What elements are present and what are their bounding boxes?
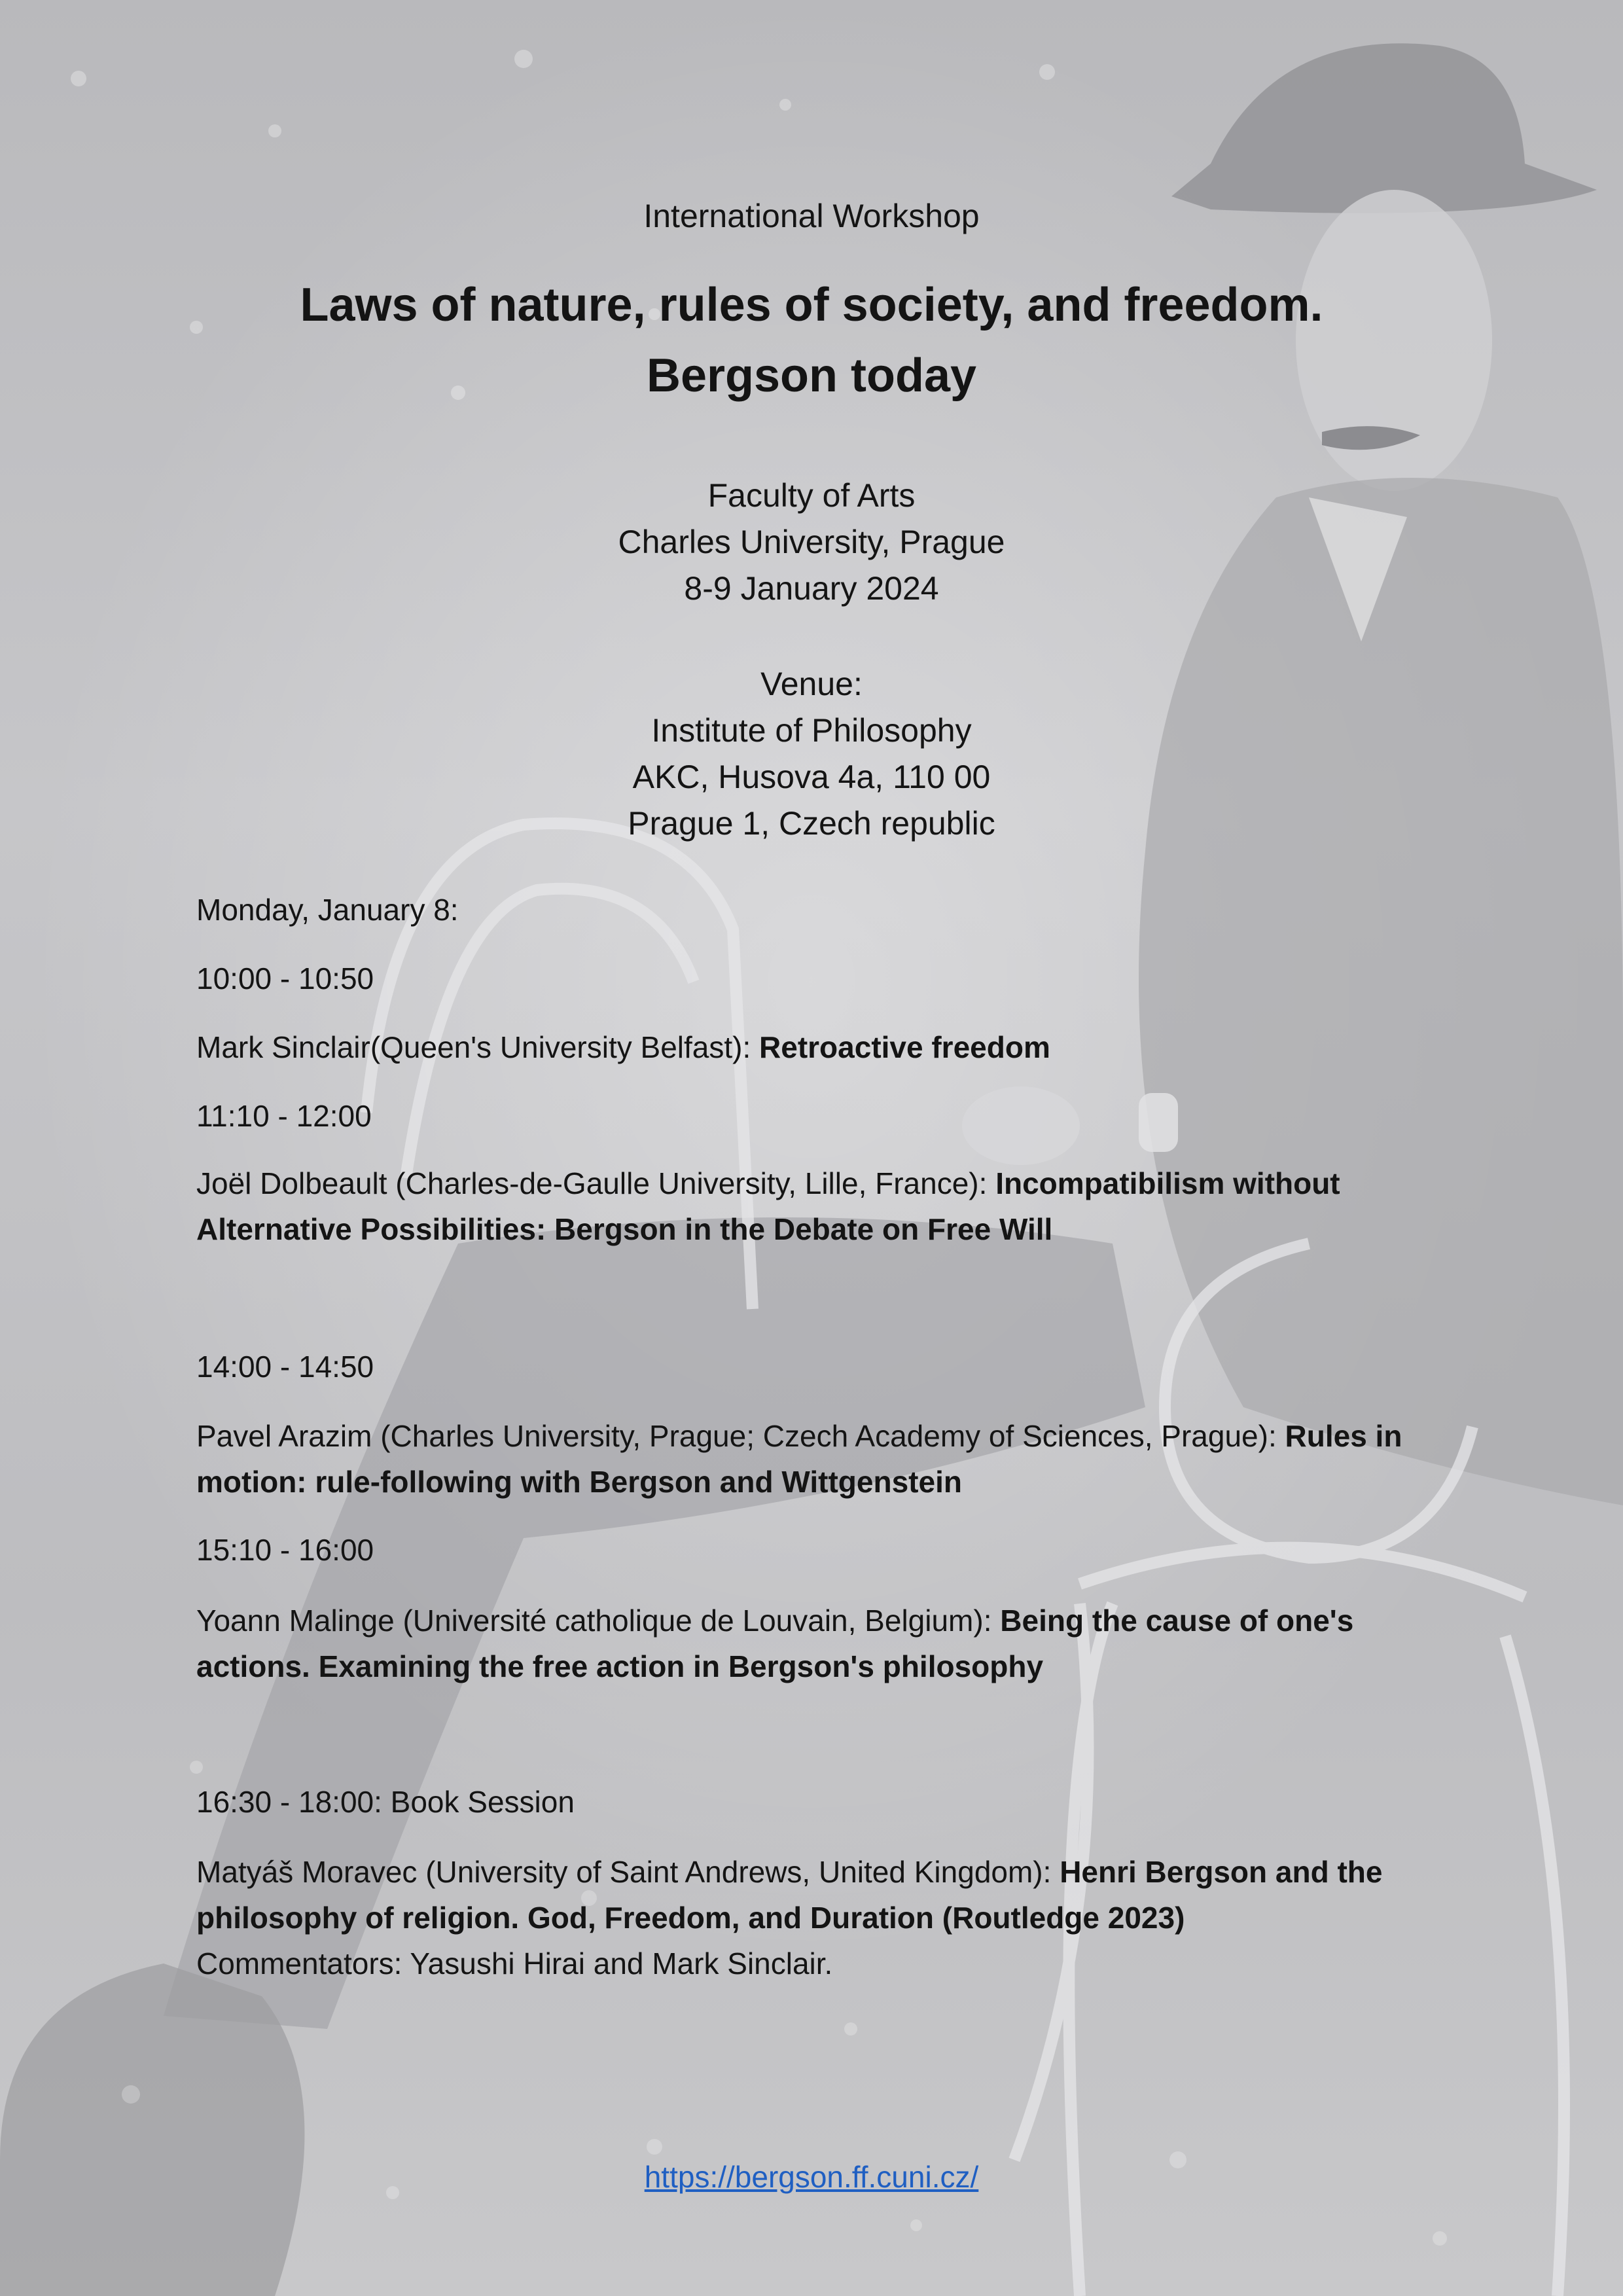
session-entry [196,1024,1440,1070]
session-title: Incompatibilism without Alternative Possibilities: Bergson in the Debate on Free Will [196,1166,1340,1246]
session-speaker: Mark Sinclair(Queen's University Belfast): [196,1030,760,1064]
faculty: Faculty of Arts [707,477,916,514]
website-link[interactable]: https://bergson.ff.cuni.cz/ [644,2160,979,2194]
page-title [0,270,1623,411]
session-title: Henri Bergson and the philosophy of religion. God, Freedom, and Duration (Routledge 2023) [196,1855,1383,1935]
session-entry [196,1413,1440,1505]
session-speaker: Joël Dolbeault (Charles-de-Gaulle University, Lille, France): [196,1166,996,1200]
program-day: Monday, January 8: [196,893,459,927]
session-time: 10:00 - 10:50 [196,961,374,996]
session-entry [196,1849,1440,1986]
event-dates: 8-9 January 2024 [684,570,939,607]
session-speaker: Yoann Malinge (Université catholique de Louvain, Belgium): [196,1604,1001,1638]
session-time: 16:30 - 18:00: Book Session [196,1785,575,1819]
session-title: Being the cause of one's actions. Examining the free action in Bergson's philosophy [196,1604,1354,1683]
workshop-kicker: International Workshop [643,198,980,234]
venue-line-2: AKC, Husova 4a, 110 00 [632,759,991,795]
session-speaker: Pavel Arazim (Charles University, Prague; Czech Academy of Sciences, Prague): [196,1419,1285,1453]
venue-block [0,661,1623,847]
venue-line-3: Prague 1, Czech republic [628,805,995,842]
event-info [0,473,1623,612]
session-time: 14:00 - 14:50 [196,1350,374,1384]
session-commentators: Commentators: Yasushi Hirai and Mark Sinclair. [196,1946,833,1981]
university: Charles University, Prague [618,524,1005,560]
session-title: Rules in motion: rule-following with Bergson and Wittgenstein [196,1419,1402,1499]
session-entry [196,1598,1440,1689]
venue-label: Venue: [760,666,863,702]
session-time: 15:10 - 16:00 [196,1533,374,1567]
session-speaker: Matyáš Moravec (University of Saint Andrews, United Kingdom): [196,1855,1060,1889]
title-line-1: Laws of nature, rules of society, and freedom. [300,279,1323,331]
session-time: 11:10 - 12:00 [196,1099,372,1133]
venue-line-1: Institute of Philosophy [651,712,972,749]
title-line-2: Bergson today [646,350,977,402]
footer [0,2157,1623,2197]
session-title: Retroactive freedom [759,1030,1050,1064]
session-entry [196,1160,1440,1252]
